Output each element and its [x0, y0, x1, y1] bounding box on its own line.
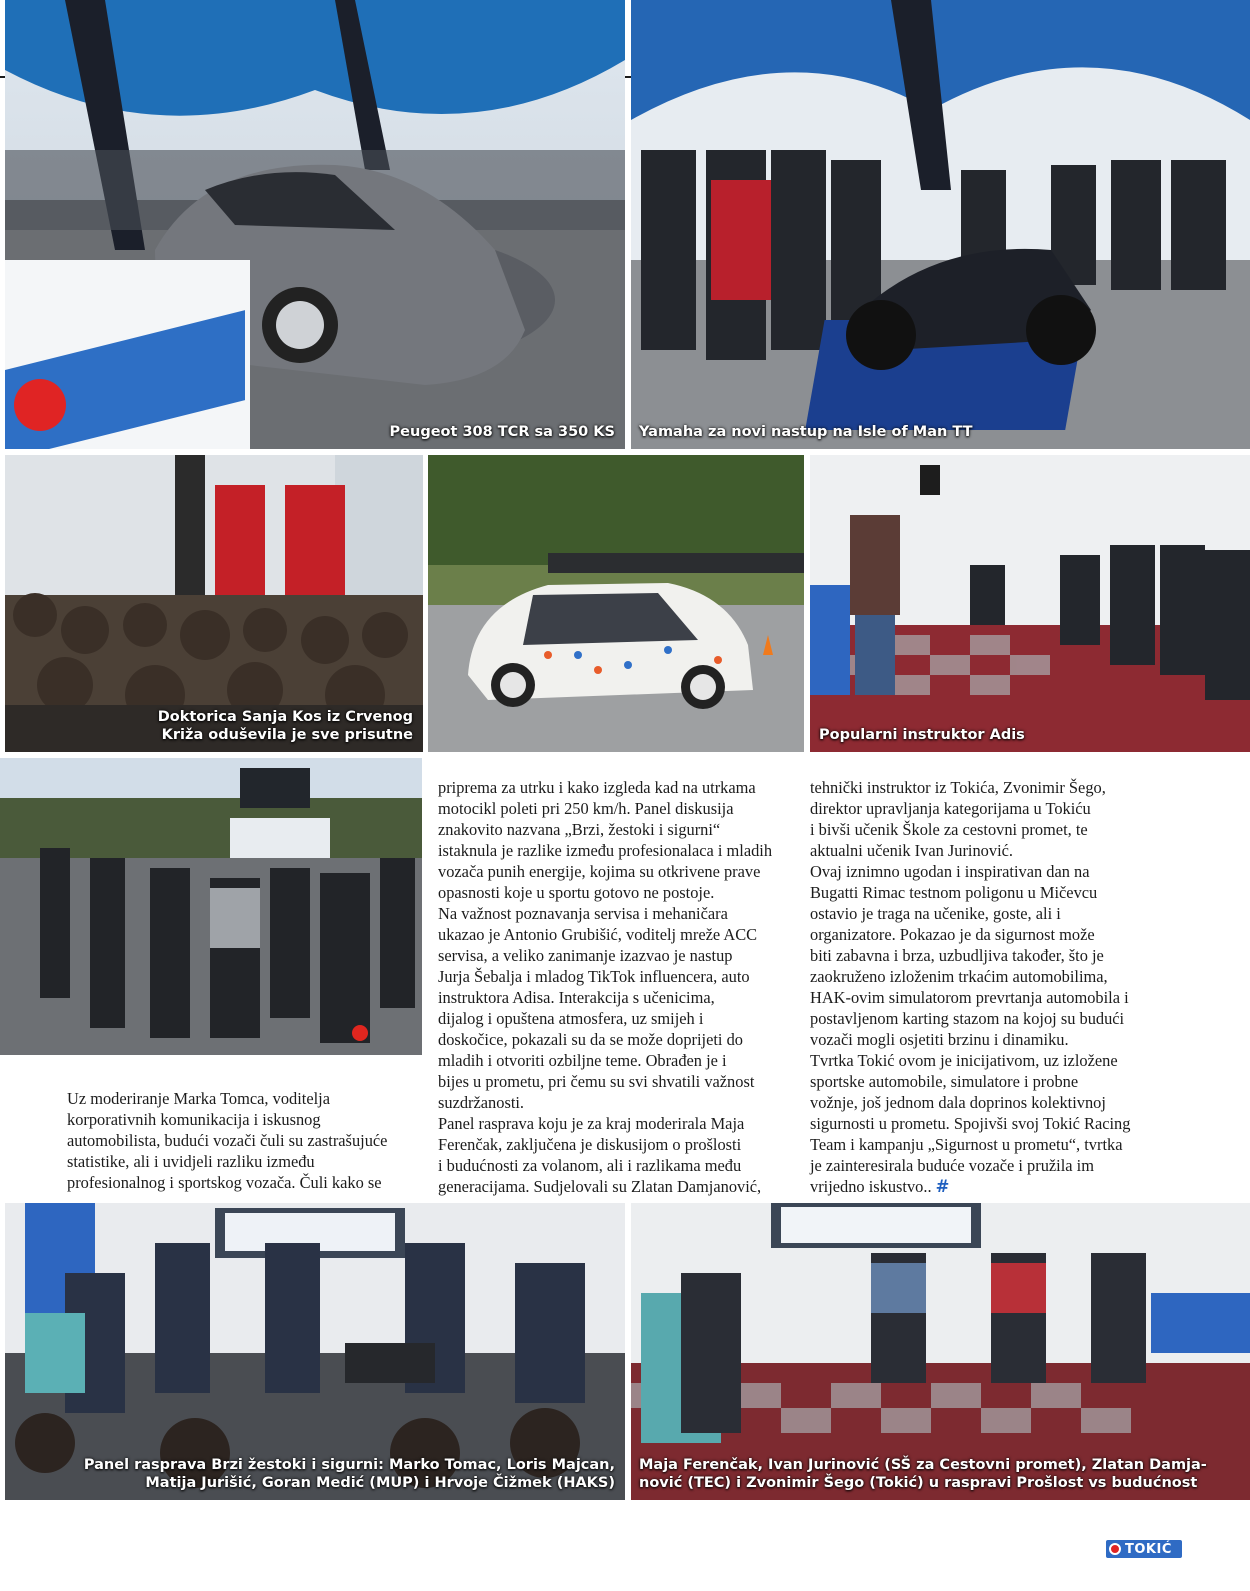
text-line: Panel rasprava koju je za kraj moderirala Maja [438, 1114, 745, 1133]
photo-caption: Peugeot 308 TCR sa 350 KS [389, 424, 615, 440]
text-line: zaokruženo izloženim trkaćim automobilima, [810, 967, 1108, 986]
photo-caption [84, 1456, 615, 1492]
text-line: bijes u prometu, pri čemu su svi shvatili važnost [438, 1072, 755, 1091]
text-line: motocikl poleti pri 250 km/h. Panel diskusija [438, 799, 734, 818]
caption-line: Križa oduševila je sve prisutne [161, 727, 413, 743]
text-line: HAK-ovim simulatorom prevrtanja automobila i [810, 988, 1129, 1007]
text-line: ukazao je Antonio Grubišić, voditelj mreže ACC [438, 925, 758, 944]
photo-yamaha-bike [631, 0, 1250, 449]
text-line: generacijama. Sudjelovali su Zlatan Damjanović, [438, 1177, 762, 1196]
text-line: tehnički instruktor iz Tokića, Zvonimir Šego, [810, 778, 1106, 797]
article-column-1 [67, 1088, 422, 1193]
article-column-3 [810, 777, 1182, 1197]
caption-line: Doktorica Sanja Kos iz Crvenog [157, 709, 413, 725]
text-line: Uz moderiranje Marka Tomca, voditelja [67, 1089, 330, 1108]
text-line: dijalog i opuštena atmosfera, uz smijeh i [438, 1009, 704, 1028]
text-line: Ferenčak, zaključena je diskusijom o prošlosti [438, 1135, 742, 1154]
article-column-2 [438, 777, 800, 1197]
photo-crowd-outdoors [0, 758, 422, 1055]
text-line: suzdržanosti. [438, 1093, 525, 1112]
text-line: Bugatti Rimac testnom poligonu u Mičevcu [810, 883, 1098, 902]
text-line: Tvrtka Tokić ovom je inicijativom, uz izložene [810, 1051, 1118, 1070]
photo-panel-discussion-1 [5, 1203, 625, 1500]
photo-caption: Yamaha za novi nastup na Isle of Man TT [639, 424, 973, 440]
text-line [810, 1176, 1182, 1197]
text-line: profesionalnog i sportskog vozača. Čuli kako se [67, 1173, 382, 1192]
text-line: mladih i otvoriti ozbiljne teme. Obrađen je i [438, 1051, 727, 1070]
text-line: direktor upravljanja kategorijama u Tokiću [810, 799, 1091, 818]
text-line: je zainteresirala buduće vozače i pružila im [810, 1156, 1094, 1175]
text-line: vozači mogli osjetiti brzinu i dinamiku. [810, 1030, 1069, 1049]
text-line: Na važnost poznavanja servisa i mehaničara [438, 904, 728, 923]
text-line: postavljenom karting stazom na kojoj su budući [810, 1009, 1125, 1028]
text-line: statistike, ali i uvidjeli razliku između [67, 1152, 315, 1171]
photo-caption [158, 708, 413, 744]
text-line: vozača punih energije, kojima su otkrivene prave [438, 862, 761, 881]
photo-peugeot-tcr [5, 0, 625, 449]
text-line: vožnje, još jednom dala doprinos kolektivnoj [810, 1093, 1106, 1112]
text-line: korporativnih komunikacija i iskusnog [67, 1110, 321, 1129]
text-line: Team i kampanju „Sigurnost u prometu“, tvrtka [810, 1135, 1123, 1154]
photo-caption: Popularni instruktor Adis [819, 727, 1025, 743]
text-line: Jurja Šebalja i mladog TikTok influencera, auto [438, 967, 750, 986]
caption-line: Panel rasprava Brzi žestoki i sigurni: Marko Tomac, Loris Majcan, [83, 1457, 615, 1473]
tokic-logo [1106, 1540, 1182, 1558]
text-line: automobilista, budući vozači čuli su zastrašujuće [67, 1131, 388, 1150]
text-line: instruktora Adisa. Interakcija s učenicima, [438, 988, 715, 1007]
logo-text: TOKIĆ [1125, 1541, 1172, 1557]
caption-line: Maja Ferenčak, Ivan Jurinović (SŠ za Cestovni promet), Zlatan Damja- [639, 1457, 1207, 1473]
logo-mark-icon [1109, 1543, 1121, 1555]
text-line: organizatore. Pokazao je da sigurnost može [810, 925, 1095, 944]
text-line: priprema za utrku i kako izgleda kad na utrkama [438, 778, 756, 797]
text-line: servisa, a veliko zanimanje izazvao je nastup [438, 946, 733, 965]
text-line: sigurnosti u prometu. Spojivši svoj Tokić Racing [810, 1114, 1131, 1133]
text-line: ostavio je traga na učenike, goste, ali i [810, 904, 1061, 923]
text-line-end: vrijedno iskustvo.. [810, 1177, 932, 1196]
text-line: sportske automobile, simulatore i probne [810, 1072, 1079, 1091]
photo-doctor-talk [5, 455, 423, 752]
text-line: Ovaj iznimno ugodan i inspirativan dan na [810, 862, 1090, 881]
text-line: doskočice, pokazali su da se može doprijeti do [438, 1030, 743, 1049]
text-line: istaknula je razlike između profesionalaca i mladih [438, 841, 773, 860]
caption-line: Matija Jurišić, Goran Medić (MUP) i Hrvoje Čižmek (HAKS) [145, 1475, 615, 1491]
photo-instructor-adis [810, 455, 1250, 752]
text-line: opasnosti koje u sportu gotovo ne postoje. [438, 883, 715, 902]
photo-panel-discussion-2 [631, 1203, 1250, 1500]
end-mark: # [935, 1177, 950, 1196]
text-line: biti zabavna i brza, uzbudljiva također, što je [810, 946, 1104, 965]
text-line: i bivši učenik Škole za cestovni promet, te [810, 820, 1088, 839]
text-line: aktualni učenik Ivan Jurinović. [810, 841, 1014, 860]
text-line: i budućnosti za volanom, ali i razlikama među [438, 1156, 742, 1175]
caption-line: nović (TEC) i Zvonimir Šego (Tokić) u raspravi Prošlost vs budućnost [639, 1475, 1198, 1491]
photo-caption [639, 1456, 1207, 1492]
text-line: znakovito nazvana „Brzi, žestoki i sigurni“ [438, 820, 721, 839]
photo-polo-car [428, 455, 804, 752]
